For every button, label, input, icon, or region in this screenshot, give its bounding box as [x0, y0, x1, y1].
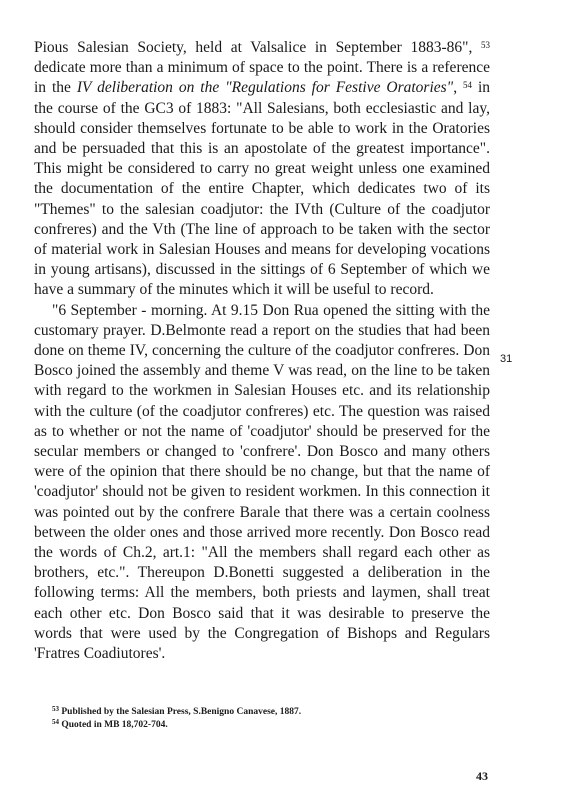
page-number: 43: [476, 769, 488, 783]
footnote-number: 53: [52, 704, 59, 713]
footnote-ref-54: 54: [463, 80, 472, 91]
paragraph-1-part-b: dedicate more than a minimum of space to the point. There is a reference in the: [34, 59, 490, 97]
deliberation-title: IV deliberation on the "Regulations for Festive Oratories": [76, 79, 454, 97]
footnote-text: Published by the Salesian Press, S.Benigno Canavese, 1887.: [61, 707, 302, 717]
paragraph-1-part-d: in the course of the GC3 of 1883: "All Salesians, both ecclesiastic and lay, should consider themselves fortunate to be able to work in the Oratories and be persuaded that this is an apostolate of the greatest importance". This might be considered to carry no great weight unless one examined the documentation of the entire Chapter, which dedicates two of its "Themes" to the salesian coadjutor: the IVth (Culture of the coadjutor confreres) and the Vth (The line of approach to be taken with the sector of material work in Salesian Houses and means for developing vocations in young artisans), discussed in the sittings of 6 September of which we have a summary of the minutes which it will be useful to record.: [34, 79, 490, 299]
paragraph-2: "6 September - morning. At 9.15 Don Rua opened the sitting with the customary prayer. D.Belmonte read a report on the studies that had been done on theme IV, concerning the culture of the coadjutor confreres. Don Bosco joined the assembly and theme V was read, on the line to be taken with regard to the workmen in Salesian Houses etc. and its relationship with the culture (of the coadjutor confreres) etc. The question was raised as to whether or not the name of 'coadjutor' should be preserved for the secular members or changed to 'confrere'. Don Bosco and many others were of the opinion that there should be no change, but that the name of 'coadjutor' should not be given to resident workmen. In this connection it was pointed out by the confrere Barale that there was a certain coolness between the older ones and those arrived more recently. Don Bosco read the words of Ch.2, art.1: "All the members shall regard each other as brothers, etc.". Thereupon D.Bonetti suggested a deliberation in the following terms: All the members, both priests and laymen, shall treat each other etc. Don Bosco said that it was desirable to preserve the words that were used by the Congregation of Bishops and Regulars 'Fratres Coadiutores'.: [34, 301, 490, 663]
footnote-number: 54: [52, 717, 59, 726]
paragraph-1: [34, 38, 490, 301]
footnotes: [52, 706, 472, 732]
body-text: [34, 38, 490, 664]
footnote-ref-53: 53: [481, 39, 491, 50]
footnote-54: [52, 719, 472, 732]
footnote-text: Quoted in MB 18,702-704.: [61, 720, 168, 730]
paragraph-1-part-a: Pious Salesian Society, held at Valsalice in September 1883-86",: [34, 39, 473, 56]
margin-number: 31: [500, 353, 513, 365]
footnote-53: [52, 706, 472, 719]
paragraph-1-part-c: ,: [453, 79, 458, 97]
